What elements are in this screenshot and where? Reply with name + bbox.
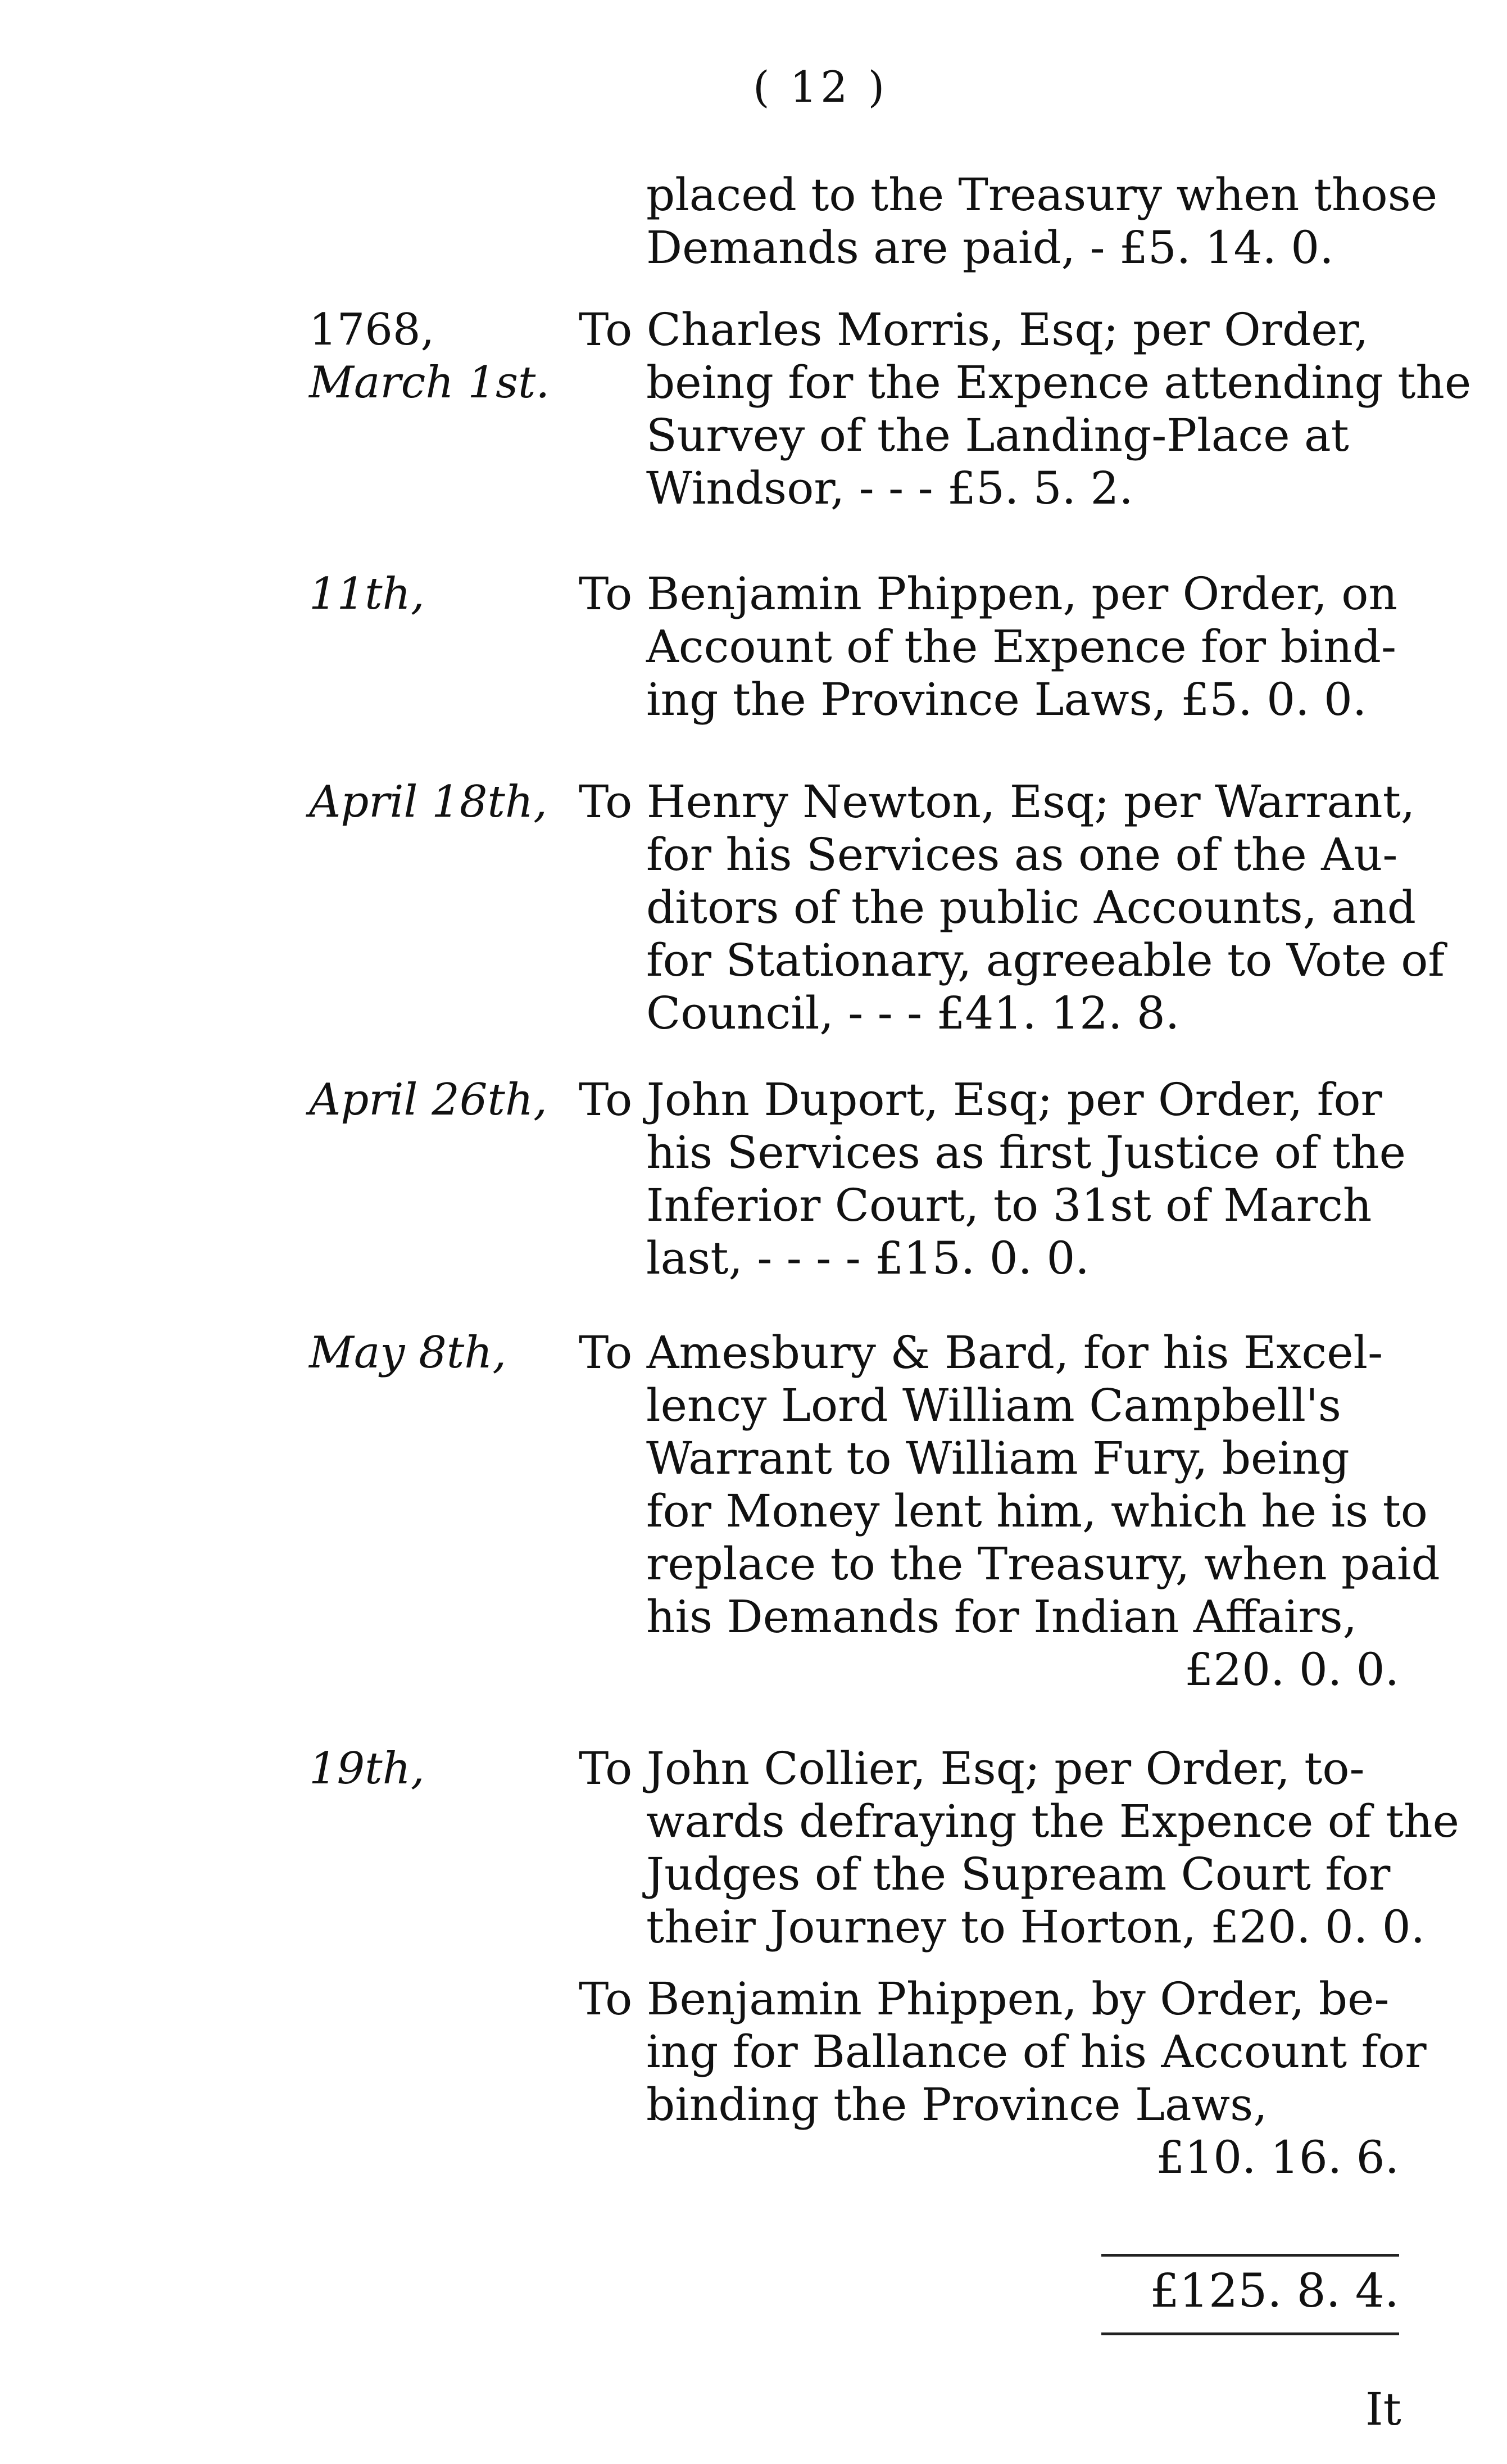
entry-line: Judges of the Supream Court for <box>646 1848 1391 1900</box>
entry-line: ing for Ballance of his Account for <box>646 2026 1427 2078</box>
total-amount: £125. 8. 4. <box>1150 2264 1399 2318</box>
entry-line: last, - - - - £15. 0. 0. <box>646 1232 1090 1284</box>
entry-line: for his Services as one of the Au- <box>646 828 1398 881</box>
entry-line: their Journey to Horton, £20. 0. 0. <box>646 1901 1426 1953</box>
entry-line: for Money lent him, which he is to <box>646 1485 1428 1537</box>
entry-line: To John Collier, Esq; per Order, to- <box>579 1742 1365 1795</box>
catchword: It <box>1365 2383 1401 2435</box>
date-day: April 18th, <box>309 777 547 827</box>
entry-line: replace to the Treasury, when paid <box>646 1538 1440 1590</box>
total-rule-top <box>1101 2254 1399 2257</box>
date-day: 11th, <box>309 569 425 619</box>
entry-date <box>309 776 547 828</box>
entry-line: placed to the Treasury when those <box>646 169 1438 221</box>
page-number: ( 12 ) <box>753 62 888 112</box>
entry-date <box>309 1074 547 1126</box>
entry-line: Inferior Court, to 31st of March <box>646 1179 1372 1231</box>
entry-line: Warrant to William Fury, being <box>646 1432 1350 1484</box>
date-year: 1768, <box>309 305 435 355</box>
date-day: 19th, <box>309 1743 425 1794</box>
entry-line: To John Duport, Esq; per Order, for <box>579 1074 1382 1126</box>
ledger-entry <box>579 776 1445 1040</box>
entry-line: To Benjamin Phippen, by Order, be- <box>579 1973 1390 2025</box>
ledger-entry <box>579 1326 1440 1696</box>
entry-line: Survey of the Landing-Place at <box>646 409 1349 461</box>
ledger-entry <box>579 304 1472 515</box>
date-day: May 8th, <box>309 1328 507 1378</box>
entry-line: wards defraying the Expence of the <box>646 1795 1459 1847</box>
entry-line: Windsor, - - - £5. 5. 2. <box>646 462 1133 514</box>
entry-line: his Demands for Indian Affairs, <box>646 1591 1358 1643</box>
entry-line: To Amesbury & Bard, for his Excel- <box>579 1326 1383 1379</box>
entry-date <box>309 1742 425 1795</box>
entry-date <box>309 568 425 620</box>
ledger-entry <box>579 1074 1406 1285</box>
entry-line: To Benjamin Phippen, per Order, on <box>579 568 1397 620</box>
entry-amount: £10. 16. 6. <box>1156 2131 1399 2184</box>
date-day: April 26th, <box>309 1075 547 1125</box>
ledger-entry <box>579 1742 1459 1954</box>
entry-line: Demands are paid, - £5. 14. 0. <box>646 221 1334 274</box>
total-rule-bottom <box>1101 2332 1399 2335</box>
entry-line: Account of the Expence for bind- <box>646 620 1396 673</box>
entry-date <box>309 1326 506 1379</box>
entry-line: lency Lord William Campbell's <box>646 1379 1341 1432</box>
ledger-entry <box>579 568 1399 726</box>
entry-line: binding the Province Laws, <box>646 2078 1268 2131</box>
ledger-entry <box>579 1973 1427 2184</box>
entry-line: To Charles Morris, Esq; per Order, <box>579 304 1369 356</box>
entry-line: ditors of the public Accounts, and <box>646 881 1416 934</box>
entry-date <box>309 304 550 409</box>
ledger-entry <box>579 169 1438 274</box>
entry-line: ing the Province Laws, £5. 0. 0. <box>646 673 1367 726</box>
entry-line: Council, - - - £41. 12. 8. <box>646 987 1180 1039</box>
entry-line: To Henry Newton, Esq; per Warrant, <box>579 776 1415 828</box>
entry-line: his Services as first Justice of the <box>646 1126 1406 1179</box>
date-day: March 1st. <box>309 357 550 408</box>
entry-line: for Stationary, agreeable to Vote of <box>646 934 1445 986</box>
entry-line: being for the Expence attending the <box>646 356 1472 409</box>
entry-amount: £20. 0. 0. <box>1184 1643 1399 1696</box>
